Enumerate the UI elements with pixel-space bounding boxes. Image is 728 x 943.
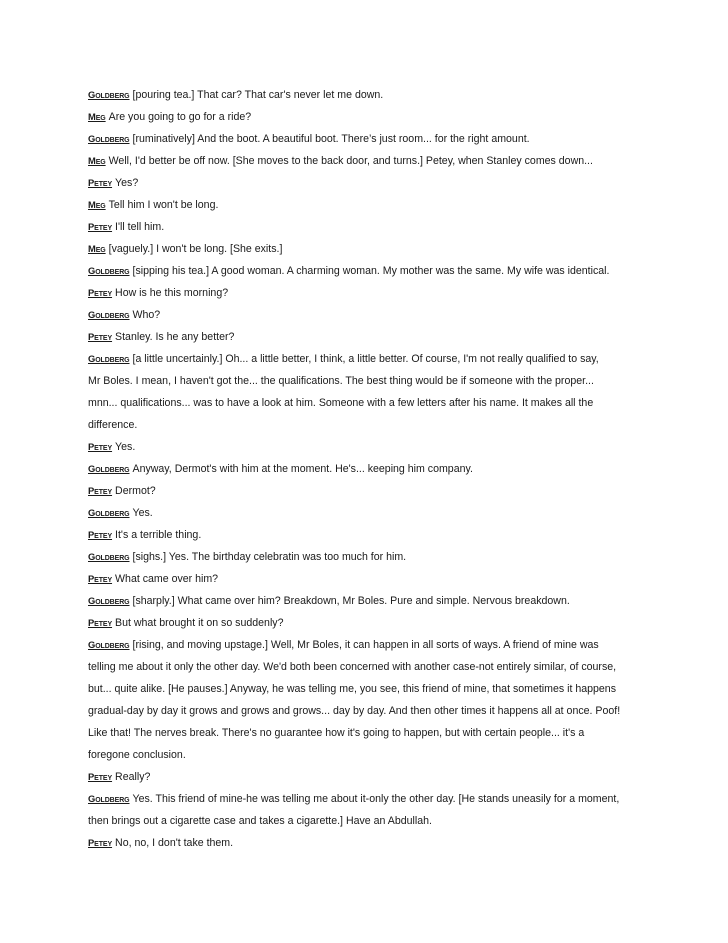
dialogue-text: I'll tell him. (115, 221, 165, 233)
dialogue-text: [sharply.] What came over him? Breakdown, Mr Boles. Pure and simple. Nervous breakdown. (132, 595, 570, 607)
script-line (88, 84, 663, 106)
script-line (88, 216, 663, 238)
script-line (88, 348, 663, 370)
script-line (88, 524, 663, 546)
script-line (88, 106, 663, 128)
dialogue-text: Are you going to go for a ride? (108, 111, 252, 123)
script-line (88, 766, 663, 788)
speaker-name: Meg (88, 199, 106, 210)
dialogue-text: It's a terrible thing. (115, 529, 202, 541)
script-line (88, 590, 663, 612)
dialogue-text: Really? (115, 771, 151, 783)
speaker-name: Petey (88, 617, 113, 628)
speaker-name: Goldberg (88, 639, 130, 650)
dialogue-text: then brings out a cigarette case and takes a cigarette.] Have an Abdullah. (88, 815, 432, 827)
script-line (88, 260, 663, 282)
speaker-name: Goldberg (88, 463, 130, 474)
speaker-name: Petey (88, 441, 113, 452)
speaker-name: Goldberg (88, 309, 130, 320)
speaker-name: Petey (88, 177, 113, 188)
dialogue-text: Yes. (132, 507, 153, 519)
dialogue-text: But what brought it on so suddenly? (115, 617, 284, 629)
dialogue-text: Like that! The nerves break. There's no guarantee how it's going to happen, but with certain people... it's a (88, 727, 585, 739)
dialogue-text: No, no, I don't take them. (115, 837, 234, 849)
script-line (88, 194, 663, 216)
script-line (88, 656, 663, 678)
script-line (88, 436, 663, 458)
script-line (88, 392, 663, 414)
dialogue-text: [rising, and moving upstage.] Well, Mr Boles, it can happen in all sorts of ways. A friend of mine was (132, 639, 599, 651)
script-line (88, 304, 663, 326)
dialogue-text: but... quite alike. [He pauses.] Anyway, he was telling me, you see, this friend of mine, that sometimes it happens (88, 683, 617, 695)
dialogue-text: Well, I'd better be off now. [She moves to the back door, and turns.] Petey, when Stanley comes down... (108, 155, 593, 167)
script-line (88, 678, 663, 700)
dialogue-text: [ruminatively] And the boot. A beautiful boot. There’s just room... for the right amount. (132, 133, 530, 145)
dialogue-text: Stanley. Is he any better? (115, 331, 235, 343)
script-line (88, 744, 663, 766)
speaker-name: Meg (88, 111, 106, 122)
script-line (88, 458, 663, 480)
speaker-name: Goldberg (88, 507, 130, 518)
dialogue-text: Yes. This friend of mine-he was telling me about it-only the other day. [He stands uneasily for a moment, (132, 793, 620, 805)
speaker-name: Goldberg (88, 133, 130, 144)
dialogue-text: [vaguely.] I won't be long. [She exits.] (108, 243, 283, 255)
script-line (88, 832, 663, 854)
speaker-name: Goldberg (88, 353, 130, 364)
script-line (88, 546, 663, 568)
script-line (88, 172, 663, 194)
speaker-name: Goldberg (88, 595, 130, 606)
dialogue-text: What came over him? (115, 573, 219, 585)
script-line (88, 480, 663, 502)
dialogue-text: How is he this morning? (115, 287, 229, 299)
dialogue-text: Tell him I won't be long. (108, 199, 219, 211)
speaker-name: Petey (88, 287, 113, 298)
dialogue-text: Yes. (115, 441, 136, 453)
script-line (88, 326, 663, 348)
speaker-name: Petey (88, 485, 113, 496)
script-line (88, 150, 663, 172)
speaker-name: Goldberg (88, 551, 130, 562)
dialogue-text: [sighs.] Yes. The birthday celebratin was too much for him. (132, 551, 407, 563)
speaker-name: Petey (88, 529, 113, 540)
speaker-name: Goldberg (88, 793, 130, 804)
speaker-name: Petey (88, 771, 113, 782)
speaker-name: Goldberg (88, 89, 130, 100)
script-line (88, 128, 663, 150)
script-line (88, 502, 663, 524)
dialogue-text: Dermot? (115, 485, 156, 497)
dialogue-text: [sipping his tea.] A good woman. A charming woman. My mother was the same. My wife was identical. (132, 265, 610, 277)
script-line (88, 414, 663, 436)
dialogue-text: [pouring tea.] That car? That car's never let me down. (132, 89, 384, 101)
dialogue-text: Anyway, Dermot's with him at the moment. He's... keeping him company. (132, 463, 473, 475)
dialogue-text: telling me about it only the other day. We'd both been concerned with another case-not entirely similar, of course, (88, 661, 617, 673)
dialogue-text: [a little uncertainly.] Oh... a little better, I think, a little better. Of course, I'm not really qualified to say, (132, 353, 599, 365)
script-line (88, 788, 663, 810)
dialogue-text: foregone conclusion. (88, 749, 186, 761)
script-line (88, 810, 663, 832)
dialogue-text: mnn... qualifications... was to have a look at him. Someone with a few letters after his name. It makes all the (88, 397, 594, 409)
script-line (88, 634, 663, 656)
dialogue-text: difference. (88, 419, 138, 431)
speaker-name: Meg (88, 155, 106, 166)
script-line (88, 238, 663, 260)
speaker-name: Petey (88, 837, 113, 848)
dialogue-text: Yes? (115, 177, 139, 189)
script-line (88, 568, 663, 590)
speaker-name: Petey (88, 221, 113, 232)
script-line (88, 282, 663, 304)
dialogue-text: Who? (132, 309, 161, 321)
script-line (88, 722, 663, 744)
speaker-name: Petey (88, 331, 113, 342)
speaker-name: Goldberg (88, 265, 130, 276)
dialogue-text: gradual-day by day it grows and grows and grows... day by day. And then other times it happens all at once. Poof! (88, 705, 621, 717)
script-page (88, 84, 663, 854)
script-line (88, 612, 663, 634)
script-line (88, 700, 663, 722)
speaker-name: Petey (88, 573, 113, 584)
speaker-name: Meg (88, 243, 106, 254)
dialogue-text: Mr Boles. I mean, I haven't got the... the qualifications. The best thing would be if someone with the proper... (88, 375, 594, 387)
script-line (88, 370, 663, 392)
